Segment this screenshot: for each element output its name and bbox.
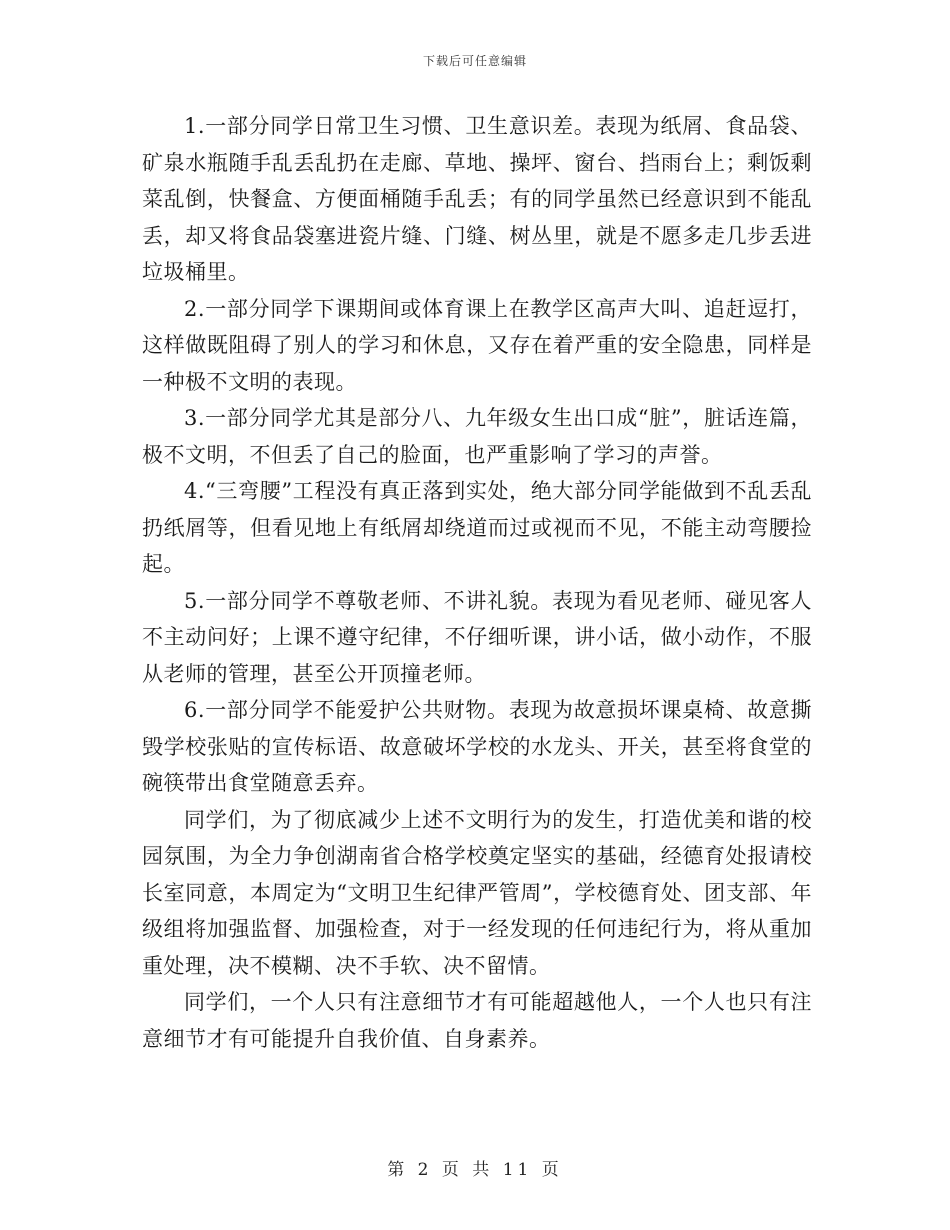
paragraph-7: 同学们，为了彻底减少上述不文明行为的发生，打造优美和谐的校园氛围，为全力争创湖南省合格学校奠定坚实的基础，经德育处报请校长室同意，本周定为“文明卫生纪律严管周”，学校德育处、团支部、年级组将加强监督、加强检查，对于一经发现的任何违纪行为，将从重加重处理，决不模糊、决不手软、决不留情。 [142, 807, 812, 978]
paragraph-3: 3.一部分同学尤其是部分八、九年级女生出口成“脏”，脏话连篇，极不文明，不但丢了自己的脸面，也严重影响了学习的声誉。 [142, 406, 812, 467]
paragraph-2: 2.一部分同学下课期间或体育课上在教学区高声大叫、追赶逗打，这样做既阻碍了别人的学习和休息，又存在着严重的安全隐患，同样是一种极不文明的表现。 [142, 296, 812, 394]
page-header: 下载后可任意编辑 [422, 54, 527, 68]
paragraph-1: 1.一部分同学日常卫生习惯、卫生意识差。表现为纸屑、食品袋、矿泉水瓶随手乱丢乱扔在走廊、草地、操坪、窗台、挡雨台上；剩饭剩菜乱倒，快餐盒、方便面桶随手乱丢；有的同学虽然已经意识到不能乱丢，却又将食品袋塞进瓷片缝、门缝、树丛里，就是不愿多走几步丢进垃圾桶里。 [142, 114, 812, 284]
document-body [142, 108, 812, 1057]
page-number: 第 2 页 共 11 页 [387, 1160, 563, 1180]
paragraph-8: 同学们，一个人只有注意细节才有可能超越他人，一个人也只有注意细节才有可能提升自我价值、自身素养。 [142, 990, 812, 1051]
paragraph-5: 5.一部分同学不尊敬老师、不讲礼貌。表现为看见老师、碰见客人不主动问好；上课不遵守纪律，不仔细听课，讲小话，做小动作，不服从老师的管理，甚至公开顶撞老师。 [142, 588, 812, 686]
paragraph-6: 6.一部分同学不能爱护公共财物。表现为故意损坏课桌椅、故意撕毁学校张贴的宣传标语、故意破坏学校的水龙头、开关，甚至将食堂的碗筷带出食堂随意丢弃。 [142, 698, 812, 795]
paragraph-4: 4.“三弯腰”工程没有真正落到实处，绝大部分同学能做到不乱丢乱扔纸屑等，但看见地上有纸屑却绕道而过或视而不见，不能主动弯腰捡起。 [142, 479, 812, 576]
